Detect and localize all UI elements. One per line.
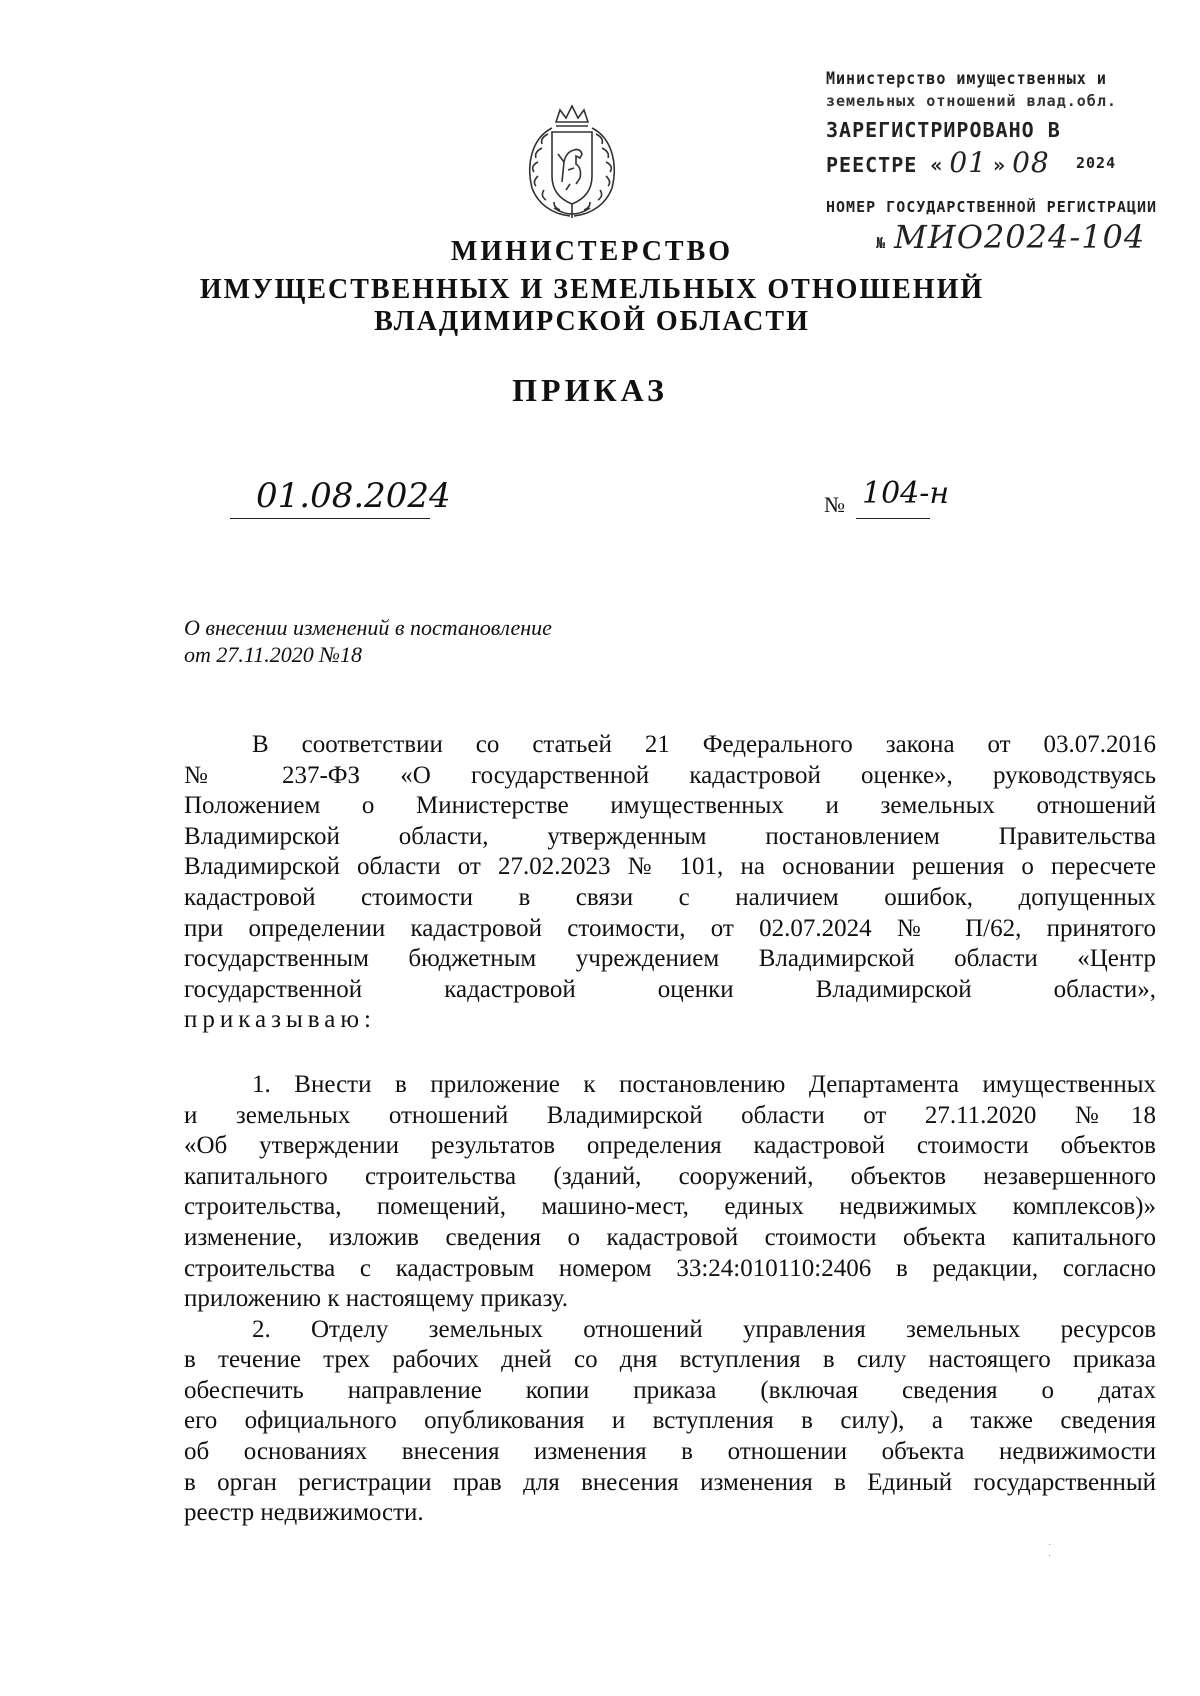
order-number-handwritten: 104-н [862,476,950,511]
paragraph-2-line: об основаниях внесения изменения в отношении объекта недвижимости [184,1438,1156,1466]
stamp-quote-close: » [993,153,1007,177]
stamp-number-sign: № [876,233,887,252]
intro-line-decree: приказываю: [184,1006,376,1034]
intro-line: № 237-ФЗ «О государственной кадастровой оценке», руководствуясь [184,761,1156,789]
paragraph-1-line: приложению к настоящему приказу. [184,1285,569,1313]
stamp-reg-number-handwritten: МИО2024-104 [894,217,1146,256]
scan-speck: · · [1048,1540,1052,1562]
paragraph-1-line: и земельных отношений Владимирской области от 27.11.2020 №18 [184,1101,1156,1129]
paragraph-2-line: 2. Отделу земельных отношений управления земельных ресурсов [252,1315,1156,1343]
stamp-line-4 [826,146,1166,180]
order-subject [184,614,704,668]
intro-line: при определении кадастровой стоимости, от 02.07.2024 № П/62, принятого [184,914,1156,942]
intro-line: государственной кадастровой оценки Владимирской области», [184,975,1156,1003]
stamp-line-1: Министерство имущественных и [826,68,1107,89]
intro-line: В соответствии со статьей 21 Федерального закона от 03.07.2016 [252,731,1156,758]
paragraph-1-line: строительства с кадастровым номером 33:24:010110:2406 в редакции, согласно [184,1254,1156,1282]
subject-line: О внесении изменений в постановление [184,615,552,640]
stamp-day-handwritten: 01 [949,146,988,179]
intro-line: государственным бюджетным учреждением Владимирской области «Центр [184,945,1156,973]
stamp-line-3: ЗАРЕГИСТРИРОВАНО В [826,118,1061,142]
coat-of-arms-emblem [518,104,626,222]
order-number-label: № [824,492,845,517]
stamp-line-5: НОМЕР ГОСУДАРСТВЕННОЙ РЕГИСТРАЦИИ [826,197,1158,216]
paragraph-1-line: «Об утверждении результатов определения кадастровой стоимости объектов [184,1132,1156,1160]
stamp-year: 2024 [1076,154,1117,172]
stamp-month-handwritten: 08 [1012,146,1050,179]
stamp-reestr-prefix: РЕЕСТРЕ « [826,153,944,177]
paragraph-1-line: капитального строительства (зданий, сооружений, объектов незавершенного [184,1162,1156,1190]
order-date-handwritten: 01.08.2024 [256,476,451,516]
subject-line: от 27.11.2020 №18 [184,642,362,667]
org-name-line-1: МИНИСТЕРСТВО [450,236,734,267]
intro-line: Владимирской области, утвержденным постановлением Правительства [184,822,1156,850]
order-body [184,730,1156,1529]
org-name-line-2: ИМУЩЕСТВЕННЫХ И ЗЕМЕЛЬНЫХ ОТНОШЕНИЙ [199,274,985,305]
paragraph-2-line: реестр недвижимости. [184,1499,424,1527]
registration-stamp [826,68,1166,256]
intro-line: Владимирской области от 27.02.2023 № 101, на основании решения о пересчете [184,853,1156,881]
paragraph-2-line: обеспечить направление копии приказа (включая сведения о датах [184,1376,1156,1404]
paragraph-1-line: изменение, изложив сведения о кадастровой стоимости объекта капитального [184,1223,1156,1251]
intro-line: кадастровой стоимости в связи с наличием ошибок, допущенных [184,883,1156,911]
org-name-line-3: ВЛАДИМИРСКОЙ ОБЛАСТИ [374,306,810,337]
paragraph-1-line: 1. Внести в приложение к постановлению Департамента имущественных [252,1070,1156,1098]
stamp-line-2: земельных отношений влад.обл. [826,92,1117,110]
document-type-title: ПРИКАЗ [512,372,668,408]
paragraph-2-line: в орган регистрации прав для внесения изменения в Единый государственный [184,1468,1156,1496]
paragraph-2-line: в течение трех рабочих дней со дня вступления в силу настоящего приказа [184,1346,1156,1374]
paragraph-1-line: строительства, помещений, машино-мест, единых недвижимых комплексов)» [184,1193,1156,1221]
intro-line: Положением о Министерстве имущественных и земельных отношений [184,792,1156,820]
paragraph-2-line: его официального опубликования и вступления в силу), а также сведения [184,1407,1156,1435]
